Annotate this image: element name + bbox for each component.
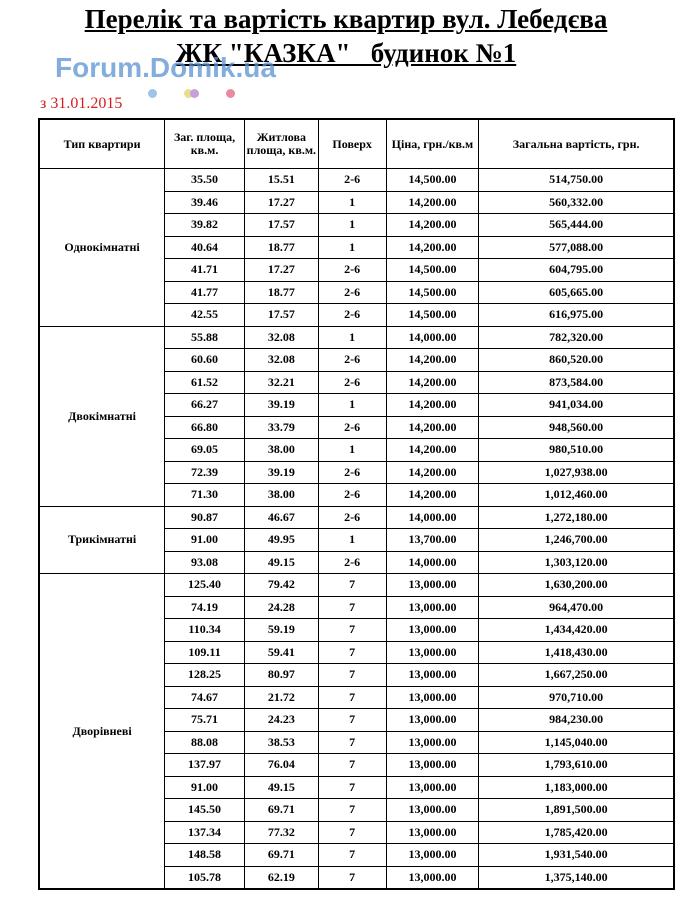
floor-cell: 2-6 — [318, 281, 386, 304]
floor-cell: 2-6 — [318, 484, 386, 507]
price-per-sqm-cell: 13,000.00 — [386, 776, 479, 799]
total-cost-cell: 1,931,540.00 — [479, 844, 674, 867]
total-area-cell: 41.77 — [165, 281, 245, 304]
price-per-sqm-cell: 14,500.00 — [386, 304, 479, 327]
floor-cell: 7 — [318, 776, 386, 799]
price-per-sqm-cell: 14,200.00 — [386, 191, 479, 214]
total-cost-cell: 941,034.00 — [479, 394, 674, 417]
total-cost-cell: 616,975.00 — [479, 304, 674, 327]
price-per-sqm-cell: 14,200.00 — [386, 236, 479, 259]
living-area-cell: 18.77 — [244, 236, 318, 259]
total-cost-cell: 560,332.00 — [479, 191, 674, 214]
living-area-cell: 76.04 — [244, 754, 318, 777]
total-cost-cell: 1,630,200.00 — [479, 574, 674, 597]
price-per-sqm-cell: 14,500.00 — [386, 259, 479, 282]
total-cost-cell: 1,303,120.00 — [479, 551, 674, 574]
header-total-area: Заг. площа, кв.м. — [165, 119, 245, 169]
total-area-cell: 90.87 — [165, 506, 245, 529]
living-area-cell: 21.72 — [244, 686, 318, 709]
living-area-cell: 17.27 — [244, 259, 318, 282]
living-area-cell: 17.57 — [244, 304, 318, 327]
total-area-cell: 137.34 — [165, 821, 245, 844]
living-area-cell: 17.57 — [244, 214, 318, 237]
price-per-sqm-cell: 13,000.00 — [386, 821, 479, 844]
total-cost-cell: 1,891,500.00 — [479, 799, 674, 822]
document-title-line1: Перелік та вартість квартир вул. Лебедєва — [84, 4, 608, 34]
apartment-type-cell: Трикімнатні — [39, 506, 165, 574]
floor-cell: 7 — [318, 866, 386, 889]
total-area-cell: 69.05 — [165, 439, 245, 462]
total-cost-cell: 1,027,938.00 — [479, 461, 674, 484]
price-per-sqm-cell: 14,200.00 — [386, 349, 479, 372]
total-area-cell: 110.34 — [165, 619, 245, 642]
floor-cell: 7 — [318, 821, 386, 844]
floor-cell: 7 — [318, 844, 386, 867]
living-area-cell: 79.42 — [244, 574, 318, 597]
price-per-sqm-cell: 13,000.00 — [386, 574, 479, 597]
total-area-cell: 35.50 — [165, 169, 245, 192]
total-area-cell: 105.78 — [165, 866, 245, 889]
price-per-sqm-cell: 13,000.00 — [386, 844, 479, 867]
living-area-cell: 32.08 — [244, 349, 318, 372]
watermark-dot — [226, 89, 235, 98]
total-cost-cell: 1,183,000.00 — [479, 776, 674, 799]
price-per-sqm-cell: 13,000.00 — [386, 709, 479, 732]
floor-cell: 2-6 — [318, 371, 386, 394]
living-area-cell: 32.21 — [244, 371, 318, 394]
price-per-sqm-cell: 13,000.00 — [386, 641, 479, 664]
total-cost-cell: 860,520.00 — [479, 349, 674, 372]
floor-cell: 1 — [318, 439, 386, 462]
living-area-cell: 69.71 — [244, 844, 318, 867]
total-cost-cell: 964,470.00 — [479, 596, 674, 619]
floor-cell: 7 — [318, 799, 386, 822]
floor-cell: 1 — [318, 394, 386, 417]
price-per-sqm-cell: 14,200.00 — [386, 214, 479, 237]
total-area-cell: 148.58 — [165, 844, 245, 867]
price-per-sqm-cell: 14,200.00 — [386, 416, 479, 439]
price-per-sqm-cell: 14,000.00 — [386, 326, 479, 349]
floor-cell: 7 — [318, 664, 386, 687]
total-cost-cell: 565,444.00 — [479, 214, 674, 237]
living-area-cell: 59.19 — [244, 619, 318, 642]
total-area-cell: 40.64 — [165, 236, 245, 259]
total-area-cell: 88.08 — [165, 731, 245, 754]
price-per-sqm-cell: 13,000.00 — [386, 799, 479, 822]
living-area-cell: 49.15 — [244, 551, 318, 574]
living-area-cell: 32.08 — [244, 326, 318, 349]
watermark-dot — [190, 89, 199, 98]
total-cost-cell: 514,750.00 — [479, 169, 674, 192]
floor-cell: 7 — [318, 641, 386, 664]
total-cost-cell: 782,320.00 — [479, 326, 674, 349]
floor-cell: 2-6 — [318, 551, 386, 574]
watermark-logo: Forum.Domik.ua — [55, 52, 276, 83]
document-title-line2: ЖК "КАЗКА" будинок №1 — [175, 38, 517, 68]
apartment-type-cell: Однокімнатні — [39, 169, 165, 327]
floor-cell: 1 — [318, 326, 386, 349]
total-area-cell: 60.60 — [165, 349, 245, 372]
floor-cell: 1 — [318, 214, 386, 237]
floor-cell: 7 — [318, 709, 386, 732]
living-area-cell: 62.19 — [244, 866, 318, 889]
price-per-sqm-cell: 14,200.00 — [386, 461, 479, 484]
total-cost-cell: 980,510.00 — [479, 439, 674, 462]
price-per-sqm-cell: 13,000.00 — [386, 866, 479, 889]
apartment-type-cell: Дворівневі — [39, 574, 165, 890]
living-area-cell: 24.28 — [244, 596, 318, 619]
price-per-sqm-cell: 14,200.00 — [386, 439, 479, 462]
price-per-sqm-cell: 14,500.00 — [386, 169, 479, 192]
price-per-sqm-cell: 14,000.00 — [386, 506, 479, 529]
living-area-cell: 80.97 — [244, 664, 318, 687]
price-per-sqm-cell: 14,500.00 — [386, 281, 479, 304]
total-area-cell: 137.97 — [165, 754, 245, 777]
total-area-cell: 93.08 — [165, 551, 245, 574]
total-cost-cell: 1,785,420.00 — [479, 821, 674, 844]
total-cost-cell: 1,418,430.00 — [479, 641, 674, 664]
total-cost-cell: 1,793,610.00 — [479, 754, 674, 777]
living-area-cell: 46.67 — [244, 506, 318, 529]
price-per-sqm-cell: 13,000.00 — [386, 664, 479, 687]
total-area-cell: 145.50 — [165, 799, 245, 822]
table-row — [39, 506, 674, 529]
price-per-sqm-cell: 14,200.00 — [386, 484, 479, 507]
total-area-cell: 41.71 — [165, 259, 245, 282]
apartment-type-cell: Двокімнатні — [39, 326, 165, 506]
living-area-cell: 15.51 — [244, 169, 318, 192]
total-area-cell: 39.82 — [165, 214, 245, 237]
price-per-sqm-cell: 13,000.00 — [386, 596, 479, 619]
living-area-cell: 38.53 — [244, 731, 318, 754]
watermark-dot — [148, 89, 157, 98]
total-cost-cell: 577,088.00 — [479, 236, 674, 259]
total-area-cell: 91.00 — [165, 776, 245, 799]
floor-cell: 7 — [318, 686, 386, 709]
price-per-sqm-cell: 13,000.00 — [386, 686, 479, 709]
total-cost-cell: 1,434,420.00 — [479, 619, 674, 642]
living-area-cell: 38.00 — [244, 439, 318, 462]
total-area-cell: 39.46 — [165, 191, 245, 214]
total-area-cell: 128.25 — [165, 664, 245, 687]
total-cost-cell: 1,667,250.00 — [479, 664, 674, 687]
living-area-cell: 69.71 — [244, 799, 318, 822]
floor-cell: 7 — [318, 619, 386, 642]
floor-cell: 1 — [318, 191, 386, 214]
total-area-cell: 74.67 — [165, 686, 245, 709]
header-floor: Поверх — [318, 119, 386, 169]
total-area-cell: 55.88 — [165, 326, 245, 349]
price-per-sqm-cell: 14,200.00 — [386, 394, 479, 417]
floor-cell: 1 — [318, 529, 386, 552]
total-cost-cell: 1,246,700.00 — [479, 529, 674, 552]
living-area-cell: 49.15 — [244, 776, 318, 799]
living-area-cell: 18.77 — [244, 281, 318, 304]
apartment-price-table — [38, 118, 675, 890]
total-cost-cell: 873,584.00 — [479, 371, 674, 394]
floor-cell: 2-6 — [318, 461, 386, 484]
total-area-cell: 75.71 — [165, 709, 245, 732]
living-area-cell: 38.00 — [244, 484, 318, 507]
total-area-cell: 66.27 — [165, 394, 245, 417]
total-cost-cell: 605,665.00 — [479, 281, 674, 304]
table-header-row — [39, 119, 674, 169]
total-cost-cell: 1,012,460.00 — [479, 484, 674, 507]
price-per-sqm-cell: 13,700.00 — [386, 529, 479, 552]
total-cost-cell: 1,272,180.00 — [479, 506, 674, 529]
floor-cell: 2-6 — [318, 259, 386, 282]
floor-cell: 7 — [318, 596, 386, 619]
total-area-cell: 74.19 — [165, 596, 245, 619]
date-label: з 31.01.2015 — [40, 95, 123, 112]
table-body — [39, 169, 674, 890]
total-area-cell: 42.55 — [165, 304, 245, 327]
header-living-area: Житлова площа, кв.м. — [244, 119, 318, 169]
total-cost-cell: 1,375,140.00 — [479, 866, 674, 889]
price-per-sqm-cell: 13,000.00 — [386, 731, 479, 754]
total-cost-cell: 604,795.00 — [479, 259, 674, 282]
floor-cell: 7 — [318, 574, 386, 597]
floor-cell: 2-6 — [318, 349, 386, 372]
floor-cell: 2-6 — [318, 304, 386, 327]
total-cost-cell: 970,710.00 — [479, 686, 674, 709]
price-per-sqm-cell: 13,000.00 — [386, 754, 479, 777]
total-area-cell: 125.40 — [165, 574, 245, 597]
living-area-cell: 77.32 — [244, 821, 318, 844]
total-cost-cell: 984,230.00 — [479, 709, 674, 732]
living-area-cell: 49.95 — [244, 529, 318, 552]
living-area-cell: 39.19 — [244, 394, 318, 417]
living-area-cell: 33.79 — [244, 416, 318, 439]
living-area-cell: 24.23 — [244, 709, 318, 732]
floor-cell: 2-6 — [318, 169, 386, 192]
price-per-sqm-cell: 14,000.00 — [386, 551, 479, 574]
living-area-cell: 17.27 — [244, 191, 318, 214]
total-area-cell: 71.30 — [165, 484, 245, 507]
total-area-cell: 72.39 — [165, 461, 245, 484]
total-cost-cell: 948,560.00 — [479, 416, 674, 439]
living-area-cell: 59.41 — [244, 641, 318, 664]
price-per-sqm-cell: 13,000.00 — [386, 619, 479, 642]
total-area-cell: 66.80 — [165, 416, 245, 439]
total-cost-cell: 1,145,040.00 — [479, 731, 674, 754]
header-price-per-sqm: Ціна, грн./кв.м — [386, 119, 479, 169]
floor-cell: 2-6 — [318, 416, 386, 439]
price-per-sqm-cell: 14,200.00 — [386, 371, 479, 394]
floor-cell: 2-6 — [318, 506, 386, 529]
floor-cell: 1 — [318, 236, 386, 259]
table-row — [39, 574, 674, 597]
header-apartment-type: Тип квартири — [39, 119, 165, 169]
table-row — [39, 169, 674, 192]
total-area-cell: 61.52 — [165, 371, 245, 394]
table-row — [39, 326, 674, 349]
total-area-cell: 91.00 — [165, 529, 245, 552]
floor-cell: 7 — [318, 754, 386, 777]
header-total-cost: Загальна вартість, грн. — [479, 119, 674, 169]
total-area-cell: 109.11 — [165, 641, 245, 664]
floor-cell: 7 — [318, 731, 386, 754]
living-area-cell: 39.19 — [244, 461, 318, 484]
